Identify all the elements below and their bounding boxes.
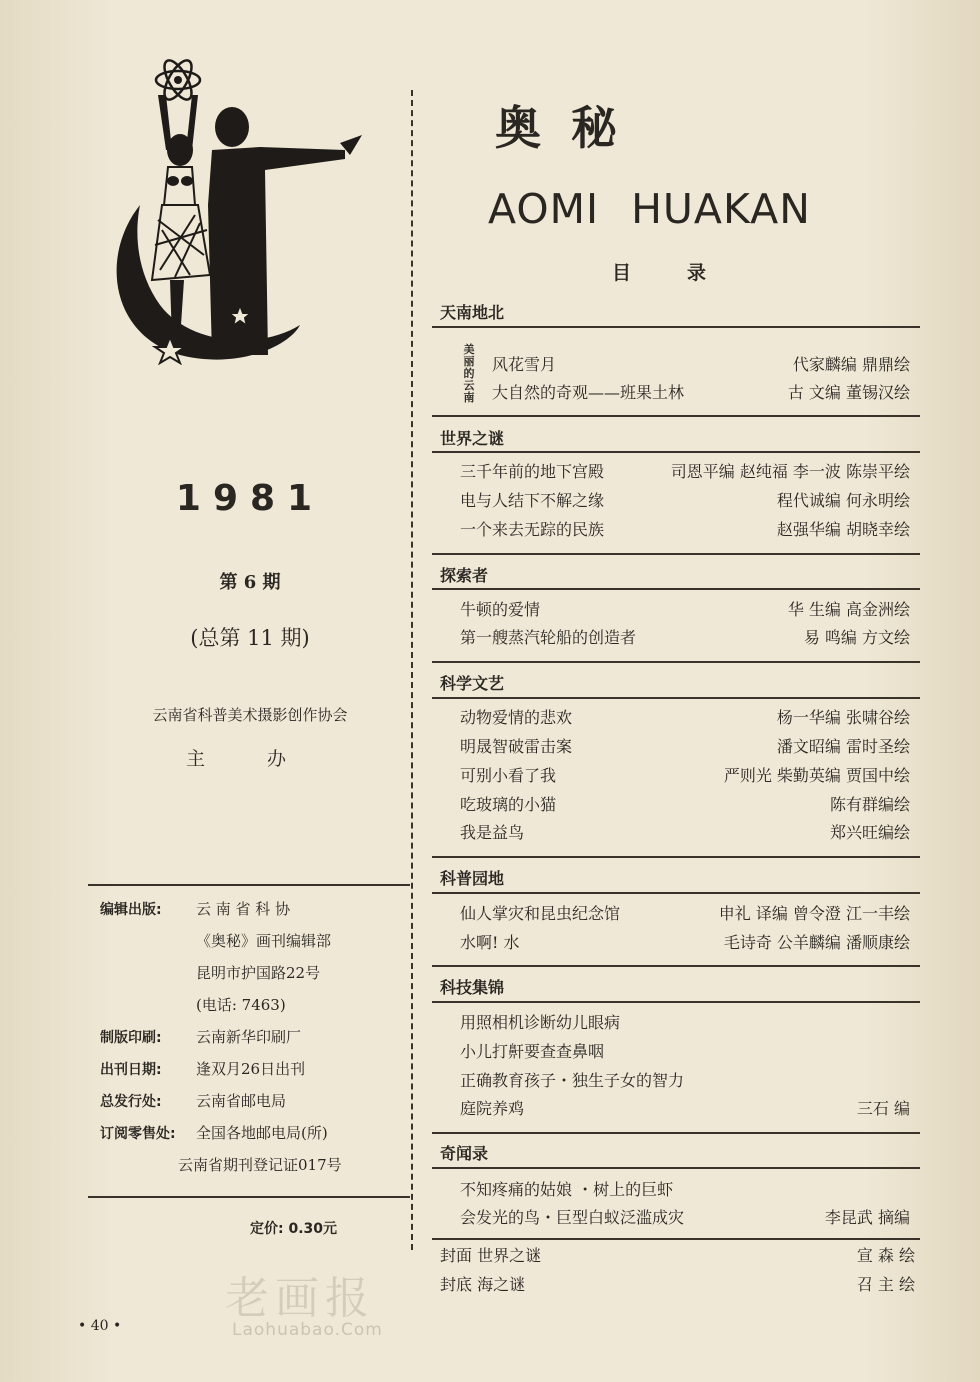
item-title: 会发光的鸟・巨型白蚁泛滥成灾 — [460, 1208, 685, 1227]
list-item[interactable] — [460, 1177, 910, 1203]
watermark-url: Laohuabao.Com — [232, 1320, 383, 1340]
list-item[interactable] — [460, 820, 910, 846]
item-title: 明晟智破雷击案 — [460, 737, 573, 756]
item-credit: 赵强华编 胡晓幸绘 — [776, 520, 910, 539]
section-title: 探索者 — [440, 566, 489, 585]
info-value: (电话: 7463) — [196, 996, 286, 1014]
item-title: 我是益鸟 — [460, 823, 525, 842]
item-credit: 华 生编 高金洲绘 — [787, 600, 910, 619]
total-issue-number: (总第 11 期) — [190, 626, 310, 650]
divider-line — [88, 1196, 410, 1198]
item-title: 庭院养鸡 — [460, 1099, 525, 1118]
item-credit: 杨一华编 张啸谷绘 — [776, 708, 910, 727]
magazine-title-cn: 奥秘 — [495, 101, 647, 155]
info-row — [100, 893, 410, 925]
item-title: 一个来去无踪的民族 — [460, 520, 605, 539]
section-rule — [432, 892, 920, 894]
section-rule — [432, 1001, 920, 1003]
list-item[interactable] — [460, 1068, 910, 1094]
item-title: 小儿打鼾要查查鼻咽 — [460, 1042, 605, 1061]
toc-heading: 目录 — [612, 262, 763, 284]
year: 1981 — [175, 478, 325, 519]
info-value: 云 南 省 科 协 — [196, 900, 291, 918]
item-credit: 潘文昭编 雷时圣绘 — [776, 737, 910, 756]
item-credit: 易 鸣编 方文绘 — [803, 628, 910, 647]
section-rule — [432, 661, 920, 663]
list-item[interactable] — [460, 901, 910, 927]
cover-credit: 宣 森 绘 — [856, 1246, 915, 1265]
item-title: 不知疼痛的姑娘 ・树上的巨虾 — [460, 1180, 674, 1199]
item-credit: 李昆武 摘编 — [824, 1208, 910, 1227]
list-item[interactable] — [460, 1010, 910, 1036]
item-credit: 毛诗奇 公羊麟编 潘顺康绘 — [723, 933, 910, 952]
item-title: 电与人结下不解之缘 — [460, 491, 605, 510]
info-label: 制版印刷: — [100, 1030, 162, 1046]
item-title: 水啊! 水 — [460, 933, 520, 952]
list-item[interactable] — [460, 625, 910, 651]
cover-title: 封底 海之谜 — [440, 1275, 526, 1294]
section-rule — [432, 856, 920, 858]
divider-line — [88, 884, 410, 886]
list-item[interactable] — [460, 1096, 910, 1122]
list-item[interactable] — [460, 1205, 910, 1231]
magazine-title-en: AOMI HUAKAN — [488, 185, 811, 233]
cover-credit: 召 主 绘 — [856, 1275, 915, 1294]
watermark-brand: 老画报 — [225, 1273, 375, 1324]
info-row — [100, 957, 410, 989]
list-item[interactable] — [460, 488, 910, 514]
info-value: 云南新华印刷厂 — [196, 1028, 302, 1046]
item-title: 第一艘蒸汽轮船的创造者 — [460, 628, 637, 647]
page-number: • 40 • — [78, 1318, 122, 1334]
section-title: 科学文艺 — [440, 674, 505, 693]
section-rule — [432, 697, 920, 699]
item-credit: 三石 编 — [856, 1099, 910, 1118]
section-rule — [432, 965, 920, 967]
section-title: 天南地北 — [440, 303, 505, 322]
host-label: 主 办 — [185, 748, 315, 770]
list-item[interactable] — [460, 597, 910, 623]
item-credit: 古 文编 董锡汉绘 — [787, 383, 910, 402]
info-label: 编辑出版: — [100, 902, 162, 918]
section-title: 科技集锦 — [440, 978, 505, 997]
item-credit: 严则光 柴勤英编 贾国中绘 — [723, 766, 910, 785]
list-item[interactable] — [492, 352, 910, 378]
list-item[interactable] — [460, 1039, 910, 1065]
item-title: 吃玻璃的小猫 — [460, 795, 557, 814]
info-value: 云南省邮电局 — [196, 1092, 287, 1110]
registration: 云南省期刊登记证017号 — [178, 1156, 342, 1174]
list-item[interactable] — [460, 792, 910, 818]
dashed-divider — [411, 90, 413, 1250]
info-row — [100, 1085, 410, 1117]
section-title: 世界之谜 — [440, 429, 505, 448]
cover-credit-row — [440, 1243, 915, 1269]
magazine-logo-illustration — [100, 55, 370, 365]
section-title: 奇闻录 — [440, 1144, 489, 1163]
item-credit: 郑兴旺编绘 — [829, 823, 910, 842]
item-title: 用照相机诊断幼儿眼病 — [460, 1013, 621, 1032]
list-item[interactable] — [460, 459, 910, 485]
publication-info — [100, 893, 410, 1181]
price: 定价: 0.30元 — [250, 1221, 338, 1237]
item-credit: 程代诚编 何永明绘 — [776, 491, 910, 510]
list-item[interactable] — [460, 705, 910, 731]
item-credit: 司恩平编 赵纯福 李一波 陈崇平绘 — [670, 462, 910, 481]
item-title: 动物爱情的悲欢 — [460, 708, 573, 727]
item-title: 三千年前的地下宫殿 — [460, 462, 605, 481]
info-row — [100, 1117, 410, 1149]
item-title: 风花雪月 — [492, 355, 557, 374]
section-rule — [432, 415, 920, 417]
item-title: 可别小看了我 — [460, 766, 557, 785]
info-label: 总发行处: — [100, 1094, 162, 1110]
section-rule — [432, 553, 920, 555]
section-rule — [432, 1238, 920, 1240]
section-rule — [432, 1132, 920, 1134]
issue-number: 第 6 期 — [219, 572, 281, 593]
list-item[interactable] — [460, 763, 910, 789]
info-value: 逢双月26日出刊 — [196, 1060, 306, 1078]
section-rule — [432, 451, 920, 453]
section-rule — [432, 588, 920, 590]
item-title: 牛顿的爱情 — [460, 600, 541, 619]
info-row — [100, 989, 410, 1021]
item-title: 仙人掌灾和昆虫纪念馆 — [460, 904, 621, 923]
item-title: 正确教育孩子・独生子女的智力 — [460, 1071, 685, 1090]
cover-credit-row — [440, 1272, 915, 1298]
section-rule — [432, 1167, 920, 1169]
list-item[interactable] — [492, 380, 910, 406]
cover-title: 封面 世界之谜 — [440, 1246, 542, 1265]
item-credit: 代家麟编 鼎鼎绘 — [792, 355, 910, 374]
info-label: 订阅零售处: — [100, 1126, 176, 1142]
item-credit: 陈有群编绘 — [829, 795, 910, 814]
section-title: 科普园地 — [440, 869, 505, 888]
section-rule — [432, 326, 920, 328]
item-title: 大自然的奇观——班果土林 — [492, 383, 685, 402]
list-item[interactable] — [460, 734, 910, 760]
info-row — [100, 925, 410, 957]
subgroup-label: 美丽的云南 — [463, 343, 475, 404]
list-item[interactable] — [460, 930, 910, 956]
info-value: 《奥秘》画刊编辑部 — [196, 932, 332, 950]
info-row — [100, 1021, 410, 1053]
organizer: 云南省科普美术摄影创作协会 — [152, 706, 348, 724]
info-value: 昆明市护国路22号 — [196, 964, 321, 982]
info-row — [100, 1053, 410, 1085]
list-item[interactable] — [460, 517, 910, 543]
info-value: 全国各地邮电局(所) — [196, 1124, 328, 1142]
info-label: 出刊日期: — [100, 1062, 162, 1078]
item-credit: 申礼 译编 曾令澄 江一丰绘 — [718, 904, 910, 923]
